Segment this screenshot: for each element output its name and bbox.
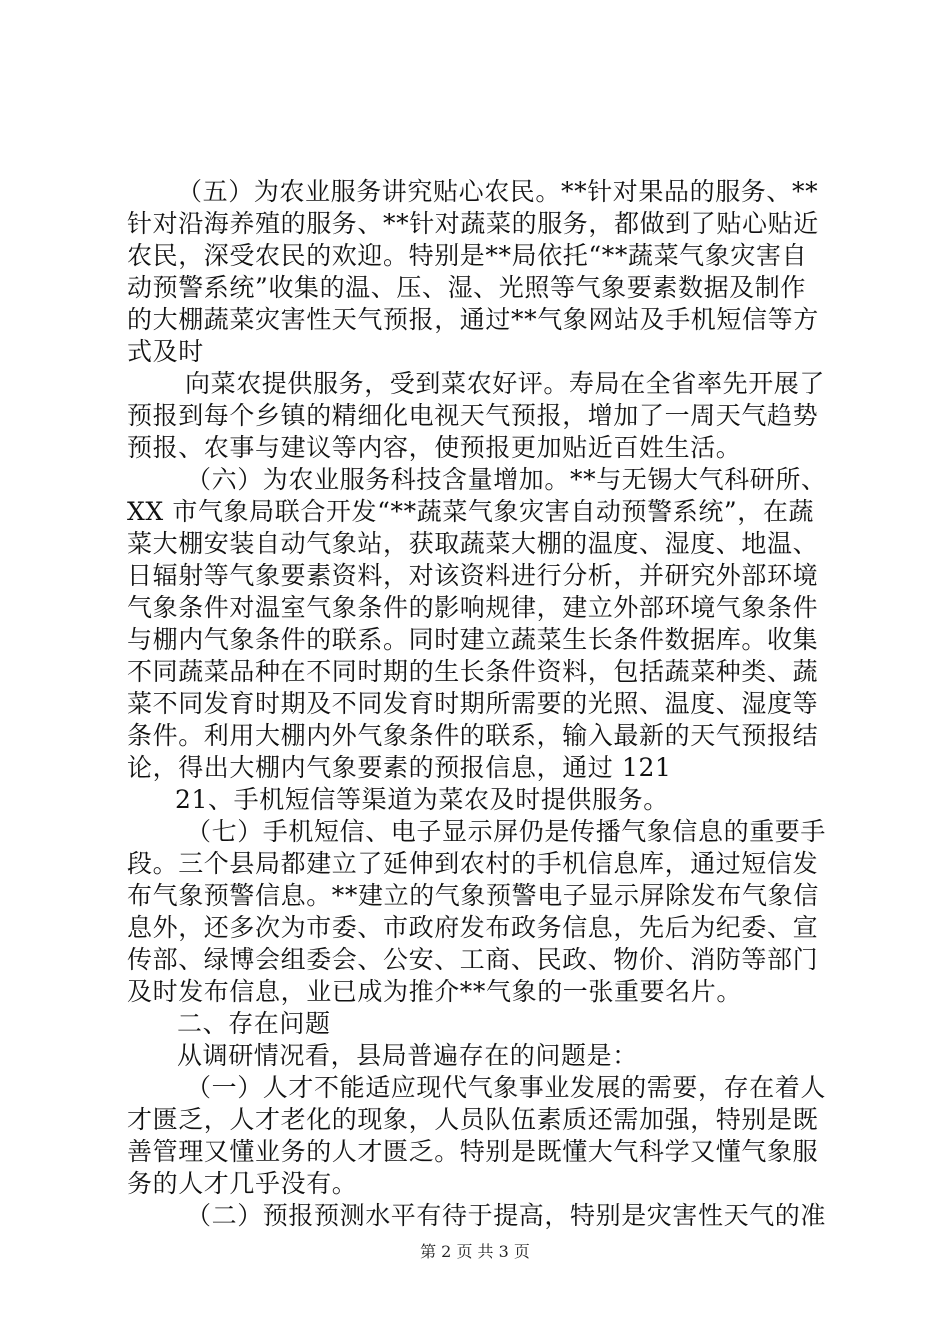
text-line: （七）手机短信、电子显示屏仍是传播气象信息的重要手 bbox=[186, 817, 827, 846]
text-line: 向菜农提供服务，受到菜农好评。寿局在全省率先开展了 bbox=[185, 369, 826, 398]
text-line: 条件。利用大棚内外气象条件的联系，输入最新的天气预报结 bbox=[127, 721, 819, 750]
text-line: 的大棚蔬菜灾害性天气预报，通过**气象网站及手机短信等方 bbox=[127, 305, 819, 334]
text-line: 才匮乏，人才老化的现象，人员队伍素质还需加强，特别是既 bbox=[127, 1105, 819, 1134]
text-line: 针对沿海养殖的服务、**针对蔬菜的服务，都做到了贴心贴近 bbox=[127, 209, 819, 238]
text-line: 与棚内气象条件的联系。同时建立蔬菜生长条件数据库。收集 bbox=[127, 625, 819, 654]
text-line: 善管理又懂业务的人才匮乏。特别是既懂大气科学又懂气象服 bbox=[127, 1137, 819, 1166]
text-line: 预报到每个乡镇的精细化电视天气预报，增加了一周天气趋势 bbox=[127, 401, 819, 430]
text-line: 式及时 bbox=[127, 337, 204, 366]
text-line: （二）预报预测水平有待于提高，特别是灾害性天气的准 bbox=[186, 1201, 827, 1230]
text-line: 21、手机短信等渠道为菜农及时提供服务。 bbox=[175, 785, 669, 814]
text-line: 务的人才几乎没有。 bbox=[127, 1169, 358, 1198]
text-line: 论，得出大棚内气象要素的预报信息，通过 121 bbox=[127, 753, 672, 782]
text-line: 不同蔬菜品种在不同时期的生长条件资料，包括蔬菜种类、蔬 bbox=[127, 657, 819, 686]
text-line: 动预警系统”收集的温、压、湿、光照等气象要素数据及制作 bbox=[127, 273, 806, 302]
text-line: 传部、绿博会组委会、公安、工商、民政、物价、消防等部门 bbox=[127, 945, 819, 974]
page-number-footer: 第 2 页 共 3 页 bbox=[420, 1242, 530, 1261]
text-line: 预报、农事与建议等内容，使预报更加贴近百姓生活。 bbox=[127, 433, 742, 462]
text-line: XX 市气象局联合开发“**蔬菜气象灾害自动预警系统”，在蔬 bbox=[127, 497, 815, 526]
text-line: （五）为农业服务讲究贴心农民。**针对果品的服务、** bbox=[177, 177, 819, 206]
text-line: 农民，深受农民的欢迎。特别是**局依托“**蔬菜气象灾害自 bbox=[127, 241, 808, 270]
text-line: （六）为农业服务科技含量增加。**与无锡大气科研所、 bbox=[186, 465, 827, 494]
text-line: 息外，还多次为市委、市政府发布政务信息，先后为纪委、宣 bbox=[127, 913, 819, 942]
text-line: 气象条件对温室气象条件的影响规律，建立外部环境气象条件 bbox=[127, 593, 819, 622]
text-line: 菜不同发育时期及不同发育时期所需要的光照、温度、湿度等 bbox=[127, 689, 819, 718]
text-line: 菜大棚安装自动气象站，获取蔬菜大棚的温度、湿度、地温、 bbox=[127, 529, 819, 558]
text-line: 布气象预警信息。**建立的气象预警电子显示屏除发布气象信 bbox=[127, 881, 819, 910]
section-heading: 二、存在问题 bbox=[177, 1009, 331, 1038]
text-line: 从调研情况看，县局普遍存在的问题是： bbox=[177, 1041, 638, 1070]
text-line: （一）人才不能适应现代气象事业发展的需要，存在着人 bbox=[186, 1073, 827, 1102]
text-line: 及时发布信息，业已成为推介**气象的一张重要名片。 bbox=[127, 977, 743, 1006]
text-line: 日辐射等气象要素资料，对该资料进行分析，并研究外部环境 bbox=[127, 561, 819, 590]
text-line: 段。三个县局都建立了延伸到农村的手机信息库，通过短信发 bbox=[127, 849, 819, 878]
